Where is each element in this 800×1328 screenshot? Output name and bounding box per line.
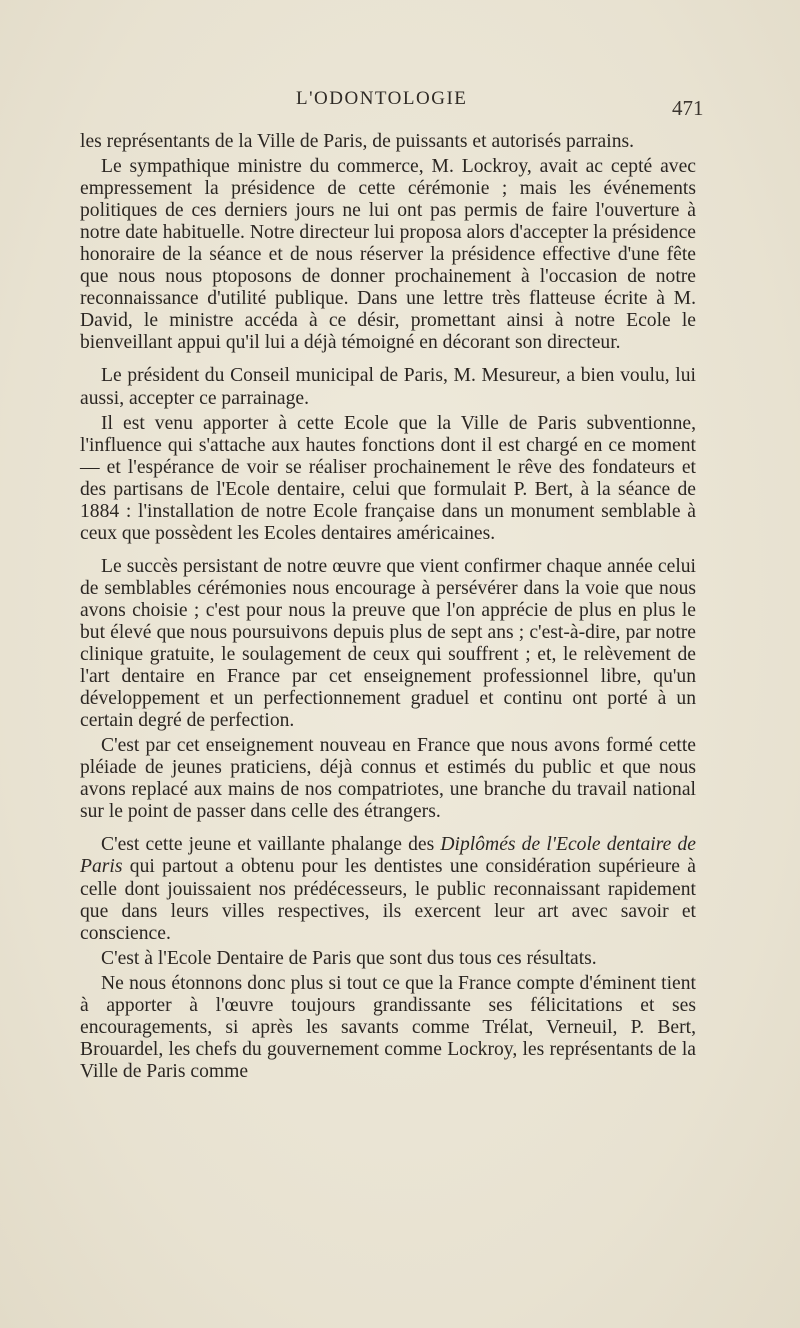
paragraph-continuation: les représentants de la Ville de Paris, de puissants et autorisés parrains. <box>80 131 635 152</box>
running-head <box>0 88 800 118</box>
paragraph-minister-lockroy: Le sympathique ministre du commerce, M. Lockroy, avait ac cepté avec empressement la présidence de cette cérémonie ; mais les événements politiques de ces derniers jours ne lui ont pas permis de faire l'ouverture à notre date habituelle. Notre directeur lui proposa alors d'accepter la présidence honoraire de la séance et de nous réserver la présidence effective d'une fête que nous nous ptoposons de donner prochainement à l'occasion de notre reconnaissance d'utilité publique. Dans une lettre très flatteuse écrite à M. David, le ministre accéda à ce désir, promettant ainsi à notre Ecole le bienveillant appui qu'il lui a déjà témoigné en décorant son directeur. <box>80 156 696 354</box>
paragraph-mesureur: Le président du Conseil municipal de Paris, M. Mesureur, a bien voulu, lui aussi, accepter ce parrainage. <box>80 365 696 409</box>
paragraph-diplomes <box>80 834 696 944</box>
paragraph-diplomes-before: C'est cette jeune et vaillante phalange des <box>101 834 441 856</box>
running-title: L'ODONTOLOGIE <box>296 88 468 109</box>
paragraph-conclusion: Ne nous étonnons donc plus si tout ce que la France compte d'éminent tient à apporter à l'œuvre toujours grandissante ses félicitations et ses encouragements, si après les savants comme Trélat, Verneuil, P. Bert, Brouardel, les chefs du gouvernement comme Lockroy, les représentants de la Ville de Paris comme <box>80 972 696 1082</box>
paragraph-diplomes-after: qui partout a obtenu pour les dentistes une considération supérieure à celle dont jouissaient nos prédécesseurs, le public reconnaissant rapidement que dans leurs villes respectives, ils exercent leur art avec savoir et conscience. <box>80 856 696 944</box>
paragraph-diplomes-italic: Diplômés de l'Ecole dentaire de Paris <box>80 834 696 878</box>
body-text <box>80 131 696 1083</box>
paragraph-school-building: Il est venu apporter à cette Ecole que la Ville de Paris subventionne, l'influence qui s'attache aux hautes fonctions dont il est chargé en ce moment — et l'espérance de voir se réaliser prochainement le rêve des fondateurs et des partisans de l'Ecole dentaire, celui que formulait P. Bert, à la séance de 1884 : l'installation de notre Ecole française dans un monument semblable à ceux que possèdent les Ecoles dentaires américaines. <box>80 412 696 544</box>
paragraph-success: Le succès persistant de notre œuvre que vient confirmer chaque année celui de semblables cérémonies nous encourage à persévérer dans la voie que nous avons choisie ; c'est pour nous la preuve que l'on apprécie de plus en plus le but élevé que nous poursuivons depuis plus de sept ans ; c'est-à-dire, par notre clinique gratuite, le soulagement de ceux qui souffrent ; et, le relèvement de l'art dentaire en France par cet enseignement professionnel libre, qu'un développement et un perfectionnement graduel et continu ont porté à un certain degré de perfection. <box>80 555 696 732</box>
paragraph-results: C'est à l'Ecole Dentaire de Paris que sont dus tous ces résultats. <box>101 947 597 969</box>
paragraph-practitioners: C'est par cet enseignement nouveau en France que nous avons formé cette pléiade de jeunes praticiens, déjà connus et estimés du public et que nous avons replacé aux mains de nos compatriotes, une branche du travail national sur le point de passer dans celle des étrangers. <box>80 735 696 823</box>
page-number: 471 <box>672 96 704 120</box>
